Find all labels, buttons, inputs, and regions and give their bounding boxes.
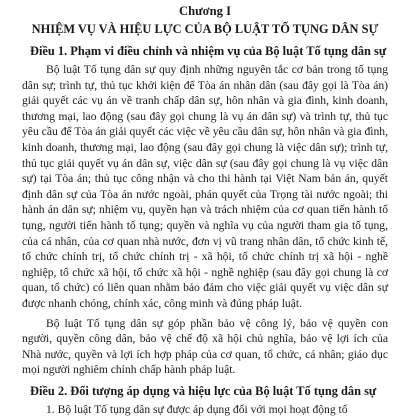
chapter-label: Chương I xyxy=(179,4,231,18)
article-1-heading: Điều 1. Phạm vi điều chỉnh và nhiệm vụ của Bộ luật Tố tụng dân sự xyxy=(30,44,387,58)
article-1-paragraph-1: Bộ luật Tố tụng dân sự quy định những nguyên tắc cơ bản trong tố tụng dân sự; trình tự, thủ tục khởi kiện để Tòa án nhân dân (sau đây gọi là Tòa án) giải quyết các vụ án về tranh chấp dân sự, hôn nhân và gia đình, kinh doanh, thương mại, lao động (sau đây gọi chung là vụ án dân sự) và trình tự, thủ tục yêu cầu để Tòa án giải quyết các việc về yêu cầu dân sự, hôn nhân và gia đình, kinh doanh, thương mại, lao động (sau đây gọi chung là việc dân sự); trình tự, thủ tục giải quyết vụ án dân sự, việc dân sự (sau đây gọi chung là vụ việc dân sự) tại Tòa án; thủ tục công nhận và cho thi hành tại Việt Nam bản án, quyết định dân sự của Tòa án nước ngoài, phán quyết của Trọng tài nước ngoài; thi hành án dân sự; nhiệm vụ, quyền hạn và trách nhiệm của cơ quan tiến hành tố tụng, người tiến hành tố tụng; quyền và nghĩa vụ của người tham gia tố tụng, của cá nhân, của cơ quan nhà nước, đơn vị vũ trang nhân dân, tổ chức kinh tế, tổ chức chính trị, tổ chức chính trị - xã hội, tổ chức chính trị xã hội - nghề nghiệp, tổ chức xã hội, tổ chức xã hội - nghề nghiệp (sau đây gọi chung là cơ quan, tổ chức) có liên quan nhằm bảo đảm cho việc giải quyết vụ việc dân sự được nhanh chóng, chính xác, công minh và đúng pháp luật. xyxy=(22,63,388,310)
document-page xyxy=(22,4,388,417)
article-1-paragraph-2: Bộ luật Tố tụng dân sự góp phần bảo vệ công lý, bảo vệ quyền con người, quyền công dân, bảo vệ chế độ xã hội chủ nghĩa, bảo vệ lợi ích của Nhà nước, quyền và lợi ích hợp pháp của cơ quan, tổ chức, cá nhân; giáo dục mọi người nghiêm chỉnh chấp hành pháp luật. xyxy=(22,316,388,377)
article-2-heading: Điều 2. Đối tượng áp dụng và hiệu lực của Bộ luật Tố tụng dân sự xyxy=(30,383,377,398)
article-2-paragraph-1: 1. Bộ luật Tố tụng dân sự được áp dụng đối với mọi hoạt động tố xyxy=(46,402,348,416)
chapter-heading: NHIỆM VỤ VÀ HIỆU LỰC CỦA BỘ LUẬT TỐ TỤNG DÂN SỰ xyxy=(31,22,379,36)
article-1 xyxy=(22,43,388,378)
